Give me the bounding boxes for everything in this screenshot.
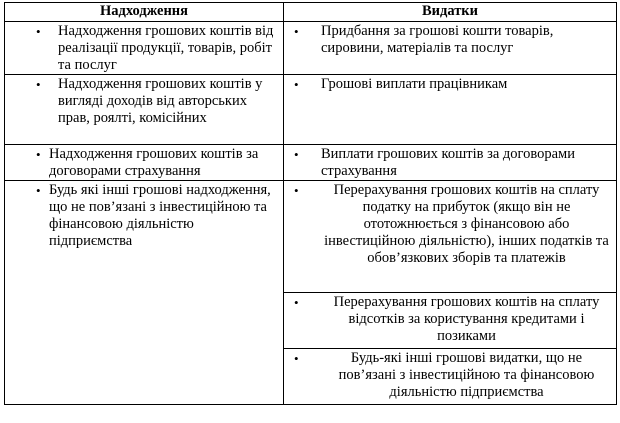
expense-cell	[284, 293, 617, 349]
expense-item: Придбання за грошові кошти товарів, сировини, матеріалів та послуг	[321, 23, 554, 56]
expense-cell	[284, 349, 617, 405]
income-item: Надходження грошових коштів за договорами страхування	[49, 146, 259, 179]
bullet-icon: •	[294, 24, 299, 39]
bullet-icon: •	[294, 295, 299, 310]
bullet-icon: •	[294, 351, 299, 366]
table-row	[5, 181, 617, 293]
bullet-icon: •	[36, 77, 41, 92]
expense-item: Перерахування грошових коштів на сплату податку на прибуток (якщо він не ототожнюється з фінансовою або інвестиційною діяльністю), інших податків та обов’язкових зборів та платежів	[324, 182, 609, 266]
income-cell	[5, 22, 284, 75]
income-cell	[5, 181, 284, 405]
expense-item: Грошові виплати працівникам	[321, 76, 508, 92]
table-row	[5, 22, 617, 75]
expense-item: Перерахування грошових коштів на сплату відсотків за користування кредитами і позиками	[333, 294, 600, 344]
bullet-icon: •	[294, 77, 299, 92]
expense-item: Будь-які інші грошові видатки, що не пов’язані з інвестиційною та фінансовою діяльністю підприємства	[338, 350, 595, 400]
income-cell	[5, 145, 284, 181]
expense-cell	[284, 22, 617, 75]
income-item: Будь які інші грошові надходження, що не пов’язані з інвестиційною та фінансовою діяльністю підприємства	[49, 182, 271, 249]
bullet-icon: •	[36, 24, 41, 39]
cash-flow-table	[4, 2, 617, 405]
income-item: Надходження грошових коштів у вигляді доходів від авторських прав, роялті, комісійних	[58, 76, 263, 126]
bullet-icon: •	[36, 183, 41, 198]
header-income: Надходження	[5, 3, 284, 22]
expense-item: Виплати грошових коштів за договорами страхування	[321, 146, 575, 179]
bullet-icon: •	[36, 147, 41, 162]
income-item: Надходження грошових коштів від реалізації продукції, товарів, робіт та послуг	[58, 23, 274, 73]
table-row	[5, 75, 617, 145]
header-expenses: Видатки	[284, 3, 617, 22]
bullet-icon: •	[294, 183, 299, 198]
table-row	[5, 145, 617, 181]
income-cell	[5, 75, 284, 145]
expense-cell	[284, 181, 617, 293]
expense-cell	[284, 75, 617, 145]
header-row	[5, 3, 617, 22]
bullet-icon: •	[294, 147, 299, 162]
expense-cell	[284, 145, 617, 181]
